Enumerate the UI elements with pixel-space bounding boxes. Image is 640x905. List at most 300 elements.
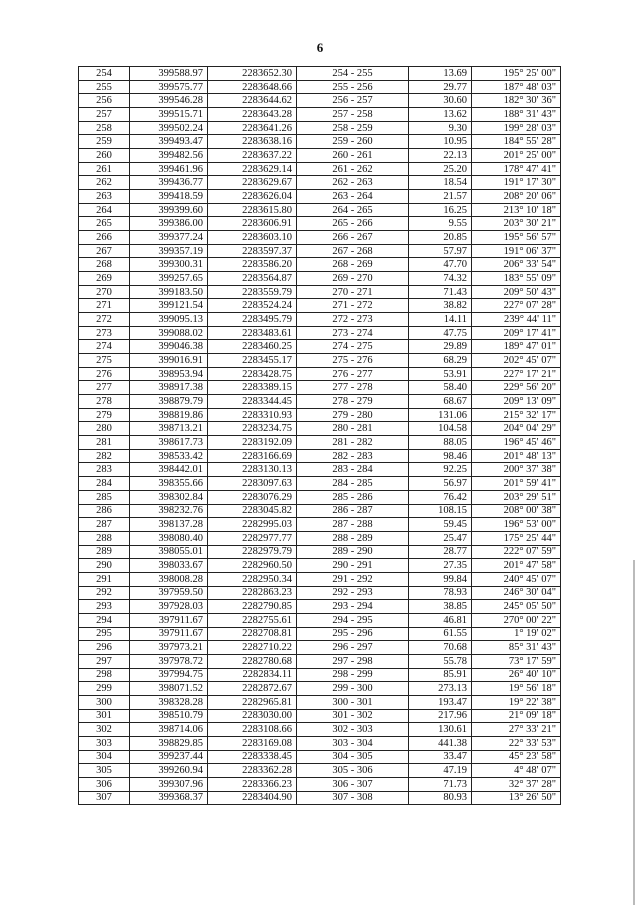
segment-cell: 271 - 272 xyxy=(297,299,409,313)
direction-angle-cell: 201° 47' 58" xyxy=(472,559,561,573)
segment-cell: 278 - 279 xyxy=(297,395,409,409)
direction-angle-cell: 195° 25' 00" xyxy=(472,67,561,81)
y-coordinate-cell: 2282960.50 xyxy=(208,559,297,573)
y-coordinate-cell: 2283615.80 xyxy=(208,203,297,217)
x-coordinate-cell: 399260.94 xyxy=(130,764,208,778)
length-cell: 108.15 xyxy=(409,504,472,518)
length-cell: 46.81 xyxy=(409,613,472,627)
length-cell: 28.77 xyxy=(409,545,472,559)
point-number-cell: 255 xyxy=(79,80,130,94)
y-coordinate-cell: 2282755.61 xyxy=(208,613,297,627)
point-number-cell: 277 xyxy=(79,381,130,395)
x-coordinate-cell: 399399.60 xyxy=(130,203,208,217)
table-row xyxy=(79,791,561,805)
point-number-cell: 293 xyxy=(79,600,130,614)
x-coordinate-cell: 398617.73 xyxy=(130,436,208,450)
direction-angle-cell: 45° 23' 58" xyxy=(472,750,561,764)
segment-cell: 262 - 263 xyxy=(297,176,409,190)
segment-cell: 298 - 299 xyxy=(297,668,409,682)
x-coordinate-cell: 399436.77 xyxy=(130,176,208,190)
length-cell: 38.82 xyxy=(409,299,472,313)
x-coordinate-cell: 398510.79 xyxy=(130,709,208,723)
direction-angle-cell: 202° 45' 07" xyxy=(472,354,561,368)
y-coordinate-cell: 2282995.03 xyxy=(208,518,297,532)
table-row xyxy=(79,367,561,381)
y-coordinate-cell: 2282872.67 xyxy=(208,682,297,696)
point-number-cell: 294 xyxy=(79,613,130,627)
point-number-cell: 272 xyxy=(79,313,130,327)
point-number-cell: 292 xyxy=(79,586,130,600)
y-coordinate-cell: 2283366.23 xyxy=(208,777,297,791)
table-row xyxy=(79,135,561,149)
table-row xyxy=(79,299,561,313)
table-row xyxy=(79,627,561,641)
direction-angle-cell: 195° 56' 57" xyxy=(472,231,561,245)
y-coordinate-cell: 2283483.61 xyxy=(208,326,297,340)
table-row xyxy=(79,340,561,354)
table-row xyxy=(79,449,561,463)
segment-cell: 269 - 270 xyxy=(297,272,409,286)
direction-angle-cell: 4° 48' 07" xyxy=(472,764,561,778)
point-number-cell: 306 xyxy=(79,777,130,791)
point-number-cell: 302 xyxy=(79,723,130,737)
direction-angle-cell: 85° 31' 43" xyxy=(472,641,561,655)
x-coordinate-cell: 399300.31 xyxy=(130,258,208,272)
length-cell: 18.54 xyxy=(409,176,472,190)
table-row xyxy=(79,285,561,299)
y-coordinate-cell: 2283389.15 xyxy=(208,381,297,395)
point-number-cell: 291 xyxy=(79,572,130,586)
y-coordinate-cell: 2283648.66 xyxy=(208,80,297,94)
point-number-cell: 270 xyxy=(79,285,130,299)
x-coordinate-cell: 399386.00 xyxy=(130,217,208,231)
x-coordinate-cell: 398829.85 xyxy=(130,736,208,750)
direction-angle-cell: 22° 33' 53" xyxy=(472,736,561,750)
x-coordinate-cell: 398302.84 xyxy=(130,490,208,504)
point-number-cell: 274 xyxy=(79,340,130,354)
length-cell: 38.85 xyxy=(409,600,472,614)
point-number-cell: 262 xyxy=(79,176,130,190)
x-coordinate-cell: 398055.01 xyxy=(130,545,208,559)
length-cell: 14.11 xyxy=(409,313,472,327)
direction-angle-cell: 191° 17' 30" xyxy=(472,176,561,190)
table-row xyxy=(79,641,561,655)
length-cell: 78.93 xyxy=(409,586,472,600)
x-coordinate-cell: 399502.24 xyxy=(130,121,208,135)
table-row xyxy=(79,436,561,450)
point-number-cell: 301 xyxy=(79,709,130,723)
x-coordinate-cell: 398953.94 xyxy=(130,367,208,381)
x-coordinate-cell: 397911.67 xyxy=(130,613,208,627)
segment-cell: 275 - 276 xyxy=(297,354,409,368)
direction-angle-cell: 208° 20' 06" xyxy=(472,190,561,204)
length-cell: 9.55 xyxy=(409,217,472,231)
point-number-cell: 305 xyxy=(79,764,130,778)
table-row xyxy=(79,709,561,723)
length-cell: 55.78 xyxy=(409,654,472,668)
table-row xyxy=(79,422,561,436)
x-coordinate-cell: 398137.28 xyxy=(130,518,208,532)
direction-angle-cell: 201° 48' 13" xyxy=(472,449,561,463)
table-row xyxy=(79,408,561,422)
segment-cell: 307 - 308 xyxy=(297,791,409,805)
direction-angle-cell: 196° 53' 00" xyxy=(472,518,561,532)
segment-cell: 261 - 262 xyxy=(297,162,409,176)
point-number-cell: 279 xyxy=(79,408,130,422)
table-row xyxy=(79,190,561,204)
segment-cell: 280 - 281 xyxy=(297,422,409,436)
point-number-cell: 259 xyxy=(79,135,130,149)
point-number-cell: 271 xyxy=(79,299,130,313)
point-number-cell: 283 xyxy=(79,463,130,477)
length-cell: 71.43 xyxy=(409,285,472,299)
segment-cell: 296 - 297 xyxy=(297,641,409,655)
length-cell: 70.68 xyxy=(409,641,472,655)
direction-angle-cell: 203° 30' 21" xyxy=(472,217,561,231)
point-number-cell: 264 xyxy=(79,203,130,217)
x-coordinate-cell: 398879.79 xyxy=(130,395,208,409)
length-cell: 68.29 xyxy=(409,354,472,368)
segment-cell: 265 - 266 xyxy=(297,217,409,231)
length-cell: 68.67 xyxy=(409,395,472,409)
segment-cell: 302 - 303 xyxy=(297,723,409,737)
direction-angle-cell: 19° 22' 38" xyxy=(472,695,561,709)
length-cell: 92.25 xyxy=(409,463,472,477)
table-row xyxy=(79,162,561,176)
point-number-cell: 300 xyxy=(79,695,130,709)
direction-angle-cell: 21° 09' 18" xyxy=(472,709,561,723)
segment-cell: 287 - 288 xyxy=(297,518,409,532)
length-cell: 13.62 xyxy=(409,108,472,122)
y-coordinate-cell: 2282834.11 xyxy=(208,668,297,682)
direction-angle-cell: 239° 44' 11" xyxy=(472,313,561,327)
table-row xyxy=(79,654,561,668)
table-row xyxy=(79,723,561,737)
segment-cell: 273 - 274 xyxy=(297,326,409,340)
x-coordinate-cell: 399546.28 xyxy=(130,94,208,108)
direction-angle-cell: 184° 55' 28" xyxy=(472,135,561,149)
table-row xyxy=(79,586,561,600)
segment-cell: 288 - 289 xyxy=(297,531,409,545)
y-coordinate-cell: 2283626.04 xyxy=(208,190,297,204)
y-coordinate-cell: 2283629.67 xyxy=(208,176,297,190)
segment-cell: 283 - 284 xyxy=(297,463,409,477)
y-coordinate-cell: 2283629.14 xyxy=(208,162,297,176)
y-coordinate-cell: 2282780.68 xyxy=(208,654,297,668)
x-coordinate-cell: 397959.50 xyxy=(130,586,208,600)
point-number-cell: 266 xyxy=(79,231,130,245)
table-row xyxy=(79,395,561,409)
y-coordinate-cell: 2283338.45 xyxy=(208,750,297,764)
segment-cell: 276 - 277 xyxy=(297,367,409,381)
point-number-cell: 296 xyxy=(79,641,130,655)
direction-angle-cell: 204° 04' 29" xyxy=(472,422,561,436)
length-cell: 59.45 xyxy=(409,518,472,532)
segment-cell: 266 - 267 xyxy=(297,231,409,245)
length-cell: 53.91 xyxy=(409,367,472,381)
length-cell: 47.75 xyxy=(409,326,472,340)
point-number-cell: 254 xyxy=(79,67,130,81)
direction-angle-cell: 13° 26' 50" xyxy=(472,791,561,805)
x-coordinate-cell: 399482.56 xyxy=(130,149,208,163)
x-coordinate-cell: 398819.86 xyxy=(130,408,208,422)
segment-cell: 258 - 259 xyxy=(297,121,409,135)
segment-cell: 294 - 295 xyxy=(297,613,409,627)
segment-cell: 274 - 275 xyxy=(297,340,409,354)
length-cell: 25.20 xyxy=(409,162,472,176)
length-cell: 61.55 xyxy=(409,627,472,641)
table-row xyxy=(79,682,561,696)
x-coordinate-cell: 399016.91 xyxy=(130,354,208,368)
table-row xyxy=(79,80,561,94)
y-coordinate-cell: 2283586.20 xyxy=(208,258,297,272)
x-coordinate-cell: 398328.28 xyxy=(130,695,208,709)
table-row xyxy=(79,203,561,217)
point-number-cell: 298 xyxy=(79,668,130,682)
direction-angle-cell: 178° 47' 41" xyxy=(472,162,561,176)
direction-angle-cell: 240° 45' 07" xyxy=(472,572,561,586)
length-cell: 25.47 xyxy=(409,531,472,545)
x-coordinate-cell: 399237.44 xyxy=(130,750,208,764)
length-cell: 76.42 xyxy=(409,490,472,504)
y-coordinate-cell: 2282979.79 xyxy=(208,545,297,559)
table-row xyxy=(79,121,561,135)
table-row xyxy=(79,217,561,231)
segment-cell: 301 - 302 xyxy=(297,709,409,723)
length-cell: 29.89 xyxy=(409,340,472,354)
x-coordinate-cell: 399575.77 xyxy=(130,80,208,94)
x-coordinate-cell: 399183.50 xyxy=(130,285,208,299)
point-number-cell: 258 xyxy=(79,121,130,135)
point-number-cell: 268 xyxy=(79,258,130,272)
direction-angle-cell: 19° 56' 18" xyxy=(472,682,561,696)
point-number-cell: 286 xyxy=(79,504,130,518)
length-cell: 130.61 xyxy=(409,723,472,737)
direction-angle-cell: 27° 33' 21" xyxy=(472,723,561,737)
direction-angle-cell: 175° 25' 44" xyxy=(472,531,561,545)
y-coordinate-cell: 2282790.85 xyxy=(208,600,297,614)
segment-cell: 297 - 298 xyxy=(297,654,409,668)
point-number-cell: 307 xyxy=(79,791,130,805)
x-coordinate-cell: 399368.37 xyxy=(130,791,208,805)
direction-angle-cell: 201° 25' 00" xyxy=(472,149,561,163)
direction-angle-cell: 270° 00' 22" xyxy=(472,613,561,627)
segment-cell: 304 - 305 xyxy=(297,750,409,764)
y-coordinate-cell: 2283428.75 xyxy=(208,367,297,381)
point-number-cell: 278 xyxy=(79,395,130,409)
direction-angle-cell: 209° 17' 41" xyxy=(472,326,561,340)
scan-edge-line xyxy=(633,560,635,905)
segment-cell: 277 - 278 xyxy=(297,381,409,395)
segment-cell: 256 - 257 xyxy=(297,94,409,108)
x-coordinate-cell: 399588.97 xyxy=(130,67,208,81)
length-cell: 47.70 xyxy=(409,258,472,272)
length-cell: 21.57 xyxy=(409,190,472,204)
segment-cell: 264 - 265 xyxy=(297,203,409,217)
segment-cell: 267 - 268 xyxy=(297,244,409,258)
point-number-cell: 297 xyxy=(79,654,130,668)
segment-cell: 286 - 287 xyxy=(297,504,409,518)
y-coordinate-cell: 2283652.30 xyxy=(208,67,297,81)
segment-cell: 257 - 258 xyxy=(297,108,409,122)
length-cell: 27.35 xyxy=(409,559,472,573)
point-number-cell: 256 xyxy=(79,94,130,108)
direction-angle-cell: 206° 33' 54" xyxy=(472,258,561,272)
length-cell: 88.05 xyxy=(409,436,472,450)
segment-cell: 285 - 286 xyxy=(297,490,409,504)
direction-angle-cell: 182° 30' 36" xyxy=(472,94,561,108)
direction-angle-cell: 201° 59' 41" xyxy=(472,477,561,491)
table-row xyxy=(79,67,561,81)
y-coordinate-cell: 2282863.23 xyxy=(208,586,297,600)
y-coordinate-cell: 2283234.75 xyxy=(208,422,297,436)
table-row xyxy=(79,668,561,682)
direction-angle-cell: 209° 13' 09" xyxy=(472,395,561,409)
segment-cell: 290 - 291 xyxy=(297,559,409,573)
length-cell: 85.91 xyxy=(409,668,472,682)
y-coordinate-cell: 2283495.79 xyxy=(208,313,297,327)
length-cell: 57.97 xyxy=(409,244,472,258)
segment-cell: 254 - 255 xyxy=(297,67,409,81)
point-number-cell: 260 xyxy=(79,149,130,163)
segment-cell: 303 - 304 xyxy=(297,736,409,750)
segment-cell: 268 - 269 xyxy=(297,258,409,272)
length-cell: 193.47 xyxy=(409,695,472,709)
length-cell: 30.60 xyxy=(409,94,472,108)
direction-angle-cell: 191° 06' 37" xyxy=(472,244,561,258)
direction-angle-cell: 245° 05' 50" xyxy=(472,600,561,614)
length-cell: 33.47 xyxy=(409,750,472,764)
point-number-cell: 275 xyxy=(79,354,130,368)
segment-cell: 259 - 260 xyxy=(297,135,409,149)
x-coordinate-cell: 397978.72 xyxy=(130,654,208,668)
x-coordinate-cell: 398355.66 xyxy=(130,477,208,491)
length-cell: 273.13 xyxy=(409,682,472,696)
segment-cell: 295 - 296 xyxy=(297,627,409,641)
y-coordinate-cell: 2282965.81 xyxy=(208,695,297,709)
direction-angle-cell: 189° 47' 01" xyxy=(472,340,561,354)
coordinates-table xyxy=(78,66,561,805)
x-coordinate-cell: 398917.38 xyxy=(130,381,208,395)
length-cell: 80.93 xyxy=(409,791,472,805)
direction-angle-cell: 1° 19' 02" xyxy=(472,627,561,641)
point-number-cell: 257 xyxy=(79,108,130,122)
coordinates-table-body xyxy=(79,67,561,805)
direction-angle-cell: 187° 48' 03" xyxy=(472,80,561,94)
segment-cell: 260 - 261 xyxy=(297,149,409,163)
y-coordinate-cell: 2283169.08 xyxy=(208,736,297,750)
table-row xyxy=(79,231,561,245)
direction-angle-cell: 73° 17' 59" xyxy=(472,654,561,668)
length-cell: 131.06 xyxy=(409,408,472,422)
direction-angle-cell: 196° 45' 46" xyxy=(472,436,561,450)
x-coordinate-cell: 398080.40 xyxy=(130,531,208,545)
x-coordinate-cell: 399461.96 xyxy=(130,162,208,176)
table-row xyxy=(79,381,561,395)
table-row xyxy=(79,313,561,327)
direction-angle-cell: 26° 40' 10" xyxy=(472,668,561,682)
y-coordinate-cell: 2283637.22 xyxy=(208,149,297,163)
point-number-cell: 281 xyxy=(79,436,130,450)
length-cell: 29.77 xyxy=(409,80,472,94)
segment-cell: 306 - 307 xyxy=(297,777,409,791)
length-cell: 56.97 xyxy=(409,477,472,491)
table-row xyxy=(79,600,561,614)
direction-angle-cell: 199° 28' 03" xyxy=(472,121,561,135)
y-coordinate-cell: 2282708.81 xyxy=(208,627,297,641)
table-row xyxy=(79,518,561,532)
table-row xyxy=(79,354,561,368)
table-row xyxy=(79,108,561,122)
x-coordinate-cell: 399493.47 xyxy=(130,135,208,149)
y-coordinate-cell: 2283030.00 xyxy=(208,709,297,723)
y-coordinate-cell: 2283641.26 xyxy=(208,121,297,135)
y-coordinate-cell: 2283644.62 xyxy=(208,94,297,108)
length-cell: 16.25 xyxy=(409,203,472,217)
point-number-cell: 303 xyxy=(79,736,130,750)
y-coordinate-cell: 2283130.13 xyxy=(208,463,297,477)
segment-cell: 284 - 285 xyxy=(297,477,409,491)
point-number-cell: 290 xyxy=(79,559,130,573)
table-row xyxy=(79,94,561,108)
x-coordinate-cell: 398714.06 xyxy=(130,723,208,737)
length-cell: 217.96 xyxy=(409,709,472,723)
length-cell: 104.58 xyxy=(409,422,472,436)
y-coordinate-cell: 2283638.16 xyxy=(208,135,297,149)
direction-angle-cell: 208° 00' 38" xyxy=(472,504,561,518)
table-row xyxy=(79,531,561,545)
table-row xyxy=(79,149,561,163)
length-cell: 99.84 xyxy=(409,572,472,586)
point-number-cell: 276 xyxy=(79,367,130,381)
table-row xyxy=(79,613,561,627)
point-number-cell: 299 xyxy=(79,682,130,696)
table-row xyxy=(79,272,561,286)
x-coordinate-cell: 398232.76 xyxy=(130,504,208,518)
x-coordinate-cell: 399046.38 xyxy=(130,340,208,354)
length-cell: 98.46 xyxy=(409,449,472,463)
point-number-cell: 265 xyxy=(79,217,130,231)
x-coordinate-cell: 399257.65 xyxy=(130,272,208,286)
direction-angle-cell: 32° 37' 28" xyxy=(472,777,561,791)
x-coordinate-cell: 398713.21 xyxy=(130,422,208,436)
x-coordinate-cell: 399095.13 xyxy=(130,313,208,327)
table-row xyxy=(79,504,561,518)
point-number-cell: 282 xyxy=(79,449,130,463)
table-row xyxy=(79,490,561,504)
x-coordinate-cell: 398442.01 xyxy=(130,463,208,477)
point-number-cell: 269 xyxy=(79,272,130,286)
x-coordinate-cell: 397911.67 xyxy=(130,627,208,641)
x-coordinate-cell: 399088.02 xyxy=(130,326,208,340)
segment-cell: 293 - 294 xyxy=(297,600,409,614)
point-number-cell: 285 xyxy=(79,490,130,504)
x-coordinate-cell: 397973.21 xyxy=(130,641,208,655)
table-row xyxy=(79,176,561,190)
table-row xyxy=(79,695,561,709)
length-cell: 58.40 xyxy=(409,381,472,395)
y-coordinate-cell: 2283310.93 xyxy=(208,408,297,422)
page-number: 6 xyxy=(316,40,324,55)
direction-angle-cell: 222° 07' 59" xyxy=(472,545,561,559)
y-coordinate-cell: 2283460.25 xyxy=(208,340,297,354)
length-cell: 20.85 xyxy=(409,231,472,245)
direction-angle-cell: 227° 07' 28" xyxy=(472,299,561,313)
y-coordinate-cell: 2283559.79 xyxy=(208,285,297,299)
y-coordinate-cell: 2283108.66 xyxy=(208,723,297,737)
table-row xyxy=(79,326,561,340)
y-coordinate-cell: 2283344.45 xyxy=(208,395,297,409)
